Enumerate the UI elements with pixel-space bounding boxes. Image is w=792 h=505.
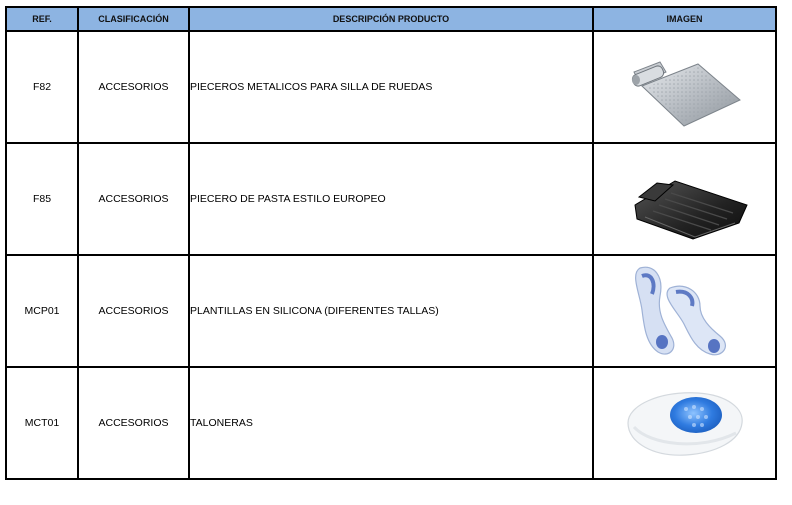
product-description: PIECEROS METALICOS PARA SILLA DE RUEDAS bbox=[189, 31, 593, 143]
product-image-cell bbox=[593, 367, 776, 479]
product-classification: ACCESORIOS bbox=[78, 143, 189, 255]
product-description: TALONERAS bbox=[189, 367, 593, 479]
product-image-cell bbox=[593, 255, 776, 367]
header-image: IMAGEN bbox=[593, 7, 776, 31]
table-row bbox=[6, 255, 776, 367]
product-classification: ACCESORIOS bbox=[78, 31, 189, 143]
product-ref: MCT01 bbox=[6, 367, 78, 479]
product-image-cell bbox=[593, 31, 776, 143]
product-classification: ACCESORIOS bbox=[78, 367, 189, 479]
header-classification: CLASIFICACIÓN bbox=[78, 7, 189, 31]
product-ref: F82 bbox=[6, 31, 78, 143]
product-ref: MCP01 bbox=[6, 255, 78, 367]
table-header-row bbox=[6, 7, 776, 31]
heel-cup-icon bbox=[620, 383, 750, 463]
table-row bbox=[6, 143, 776, 255]
metal-footrest-icon bbox=[620, 42, 750, 132]
silicone-insoles-icon bbox=[630, 262, 740, 360]
product-classification: ACCESORIOS bbox=[78, 255, 189, 367]
product-description: PIECERO DE PASTA ESTILO EUROPEO bbox=[189, 143, 593, 255]
product-ref: F85 bbox=[6, 143, 78, 255]
product-image-cell bbox=[593, 143, 776, 255]
table-row bbox=[6, 367, 776, 479]
table-row bbox=[6, 31, 776, 143]
plastic-footrest-icon bbox=[615, 153, 755, 245]
product-description: PLANTILLAS EN SILICONA (DIFERENTES TALLAS) bbox=[189, 255, 593, 367]
header-ref: REF. bbox=[6, 7, 78, 31]
header-description: DESCRIPCIÓN PRODUCTO bbox=[189, 7, 593, 31]
product-catalog-table bbox=[5, 6, 777, 480]
